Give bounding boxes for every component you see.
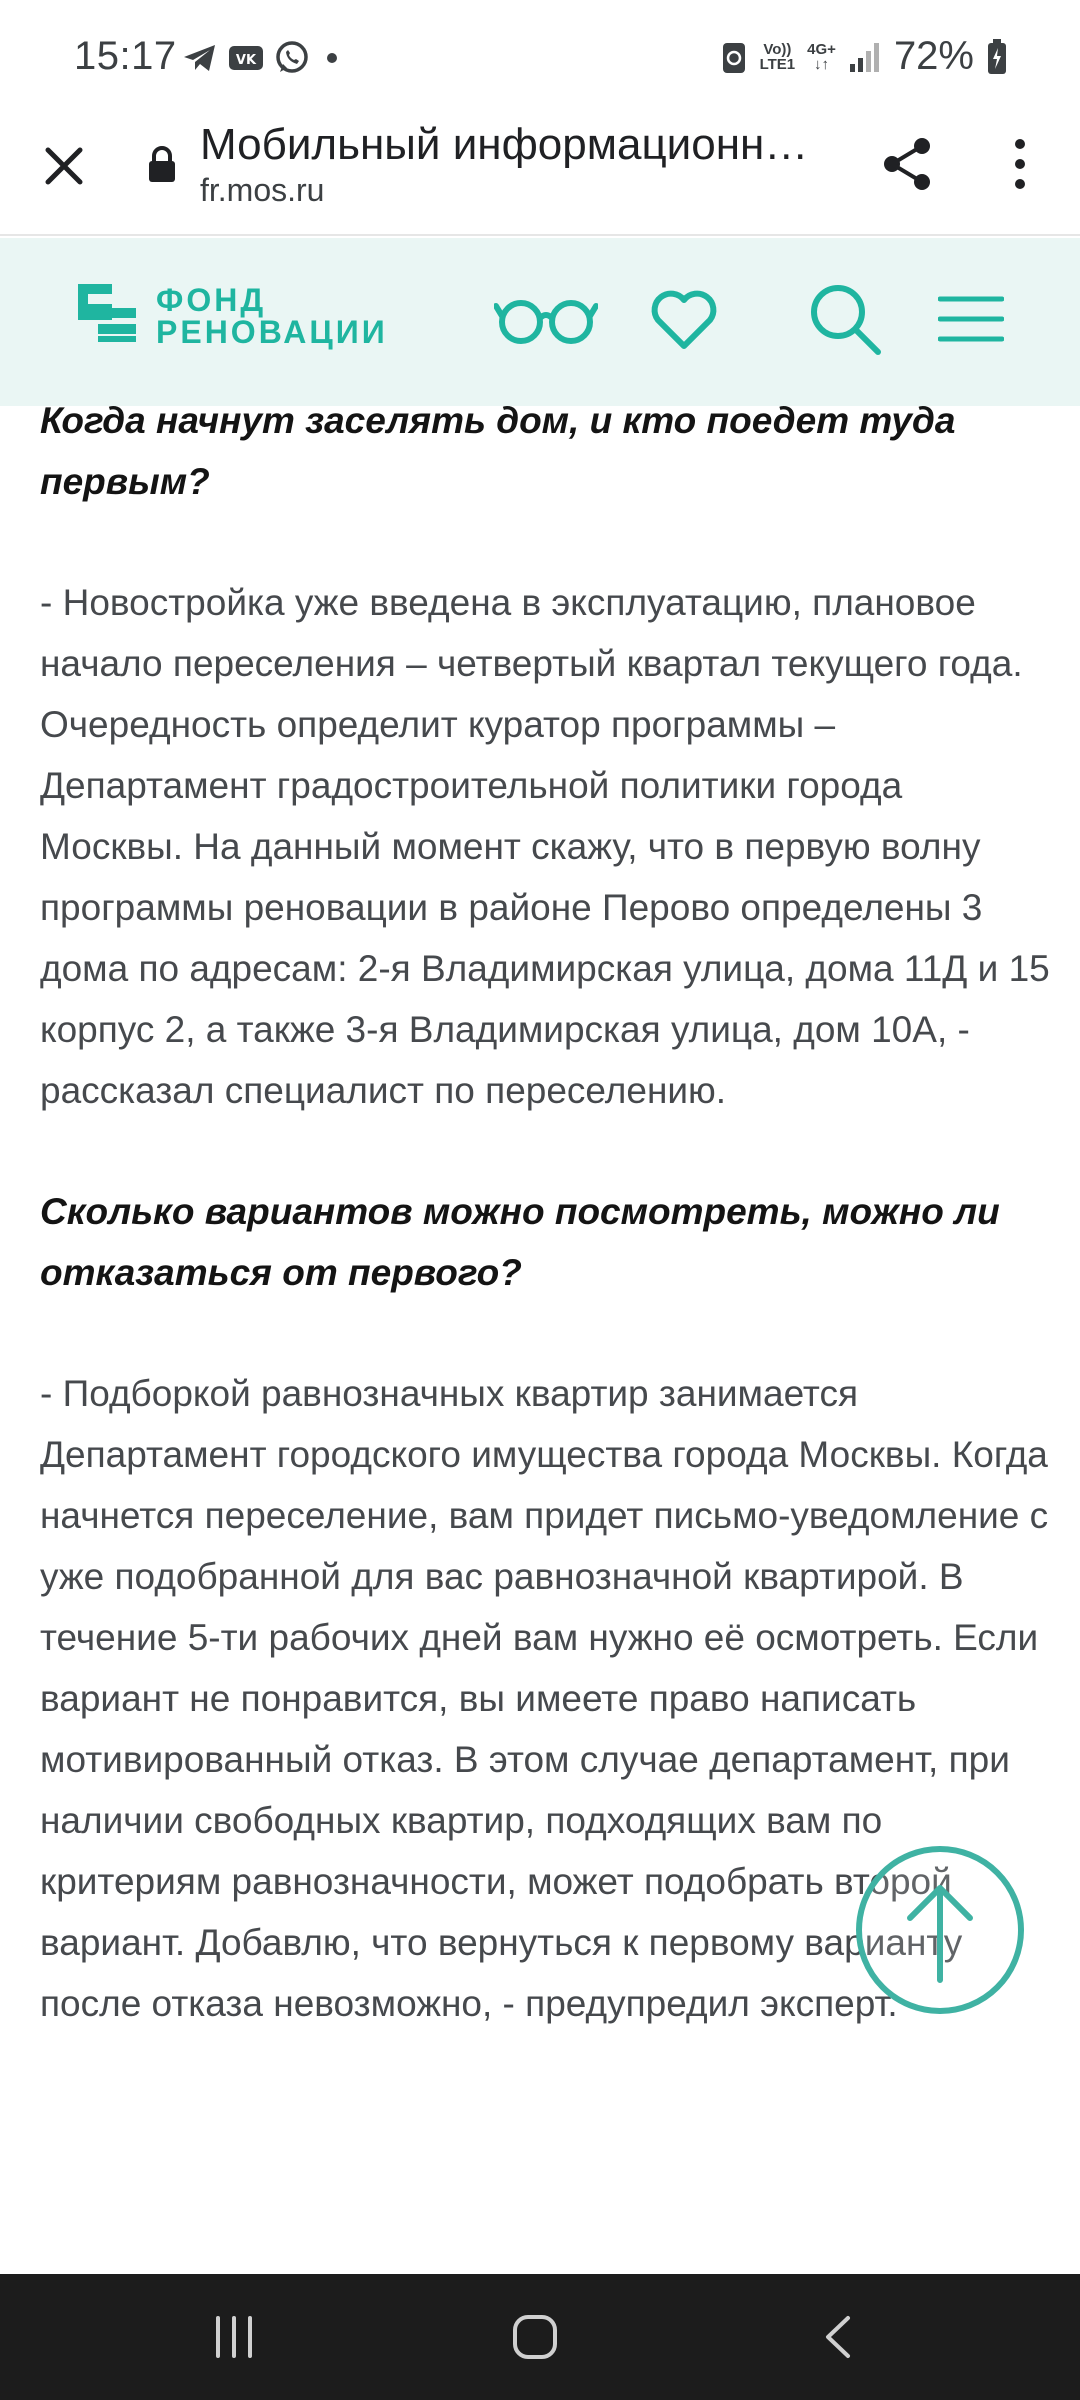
page-title[interactable]: Мобильный информационн… xyxy=(200,120,809,169)
volte-indicator: Vo)) LTE1 xyxy=(759,40,796,73)
article-body xyxy=(40,390,1050,2034)
favorites-heart-icon[interactable] xyxy=(648,288,720,352)
share-icon[interactable] xyxy=(878,134,938,194)
logo-line-2: РЕНОВАЦИИ xyxy=(156,314,388,350)
status-time: 15:17 xyxy=(74,34,177,78)
data-saver-icon xyxy=(720,38,748,76)
back-icon[interactable] xyxy=(818,2312,858,2362)
telegram-icon xyxy=(182,42,218,74)
more-options-icon[interactable] xyxy=(1000,136,1040,192)
site-header xyxy=(0,238,1080,406)
accessibility-glasses-icon[interactable] xyxy=(494,294,598,346)
browser-toolbar xyxy=(0,120,1080,236)
lock-icon[interactable] xyxy=(146,144,178,184)
arrow-up-icon xyxy=(902,1880,978,1984)
home-icon[interactable] xyxy=(510,2312,560,2362)
network-type: 4G+ ↓↑ xyxy=(807,40,836,73)
whatsapp-icon xyxy=(274,40,310,76)
battery-percent: 72% xyxy=(893,34,974,78)
menu-icon[interactable] xyxy=(938,294,1004,344)
search-icon[interactable] xyxy=(808,282,882,356)
logo-line-1: ФОНД xyxy=(156,282,267,318)
logo-icon[interactable] xyxy=(78,284,136,344)
system-status xyxy=(720,34,1008,79)
battery-icon xyxy=(986,38,1008,76)
notification-icons xyxy=(182,40,344,76)
answer-1: - Новостройка уже введена в эксплуатацию, плановое начало переселения – четвертый квартал текущего года. Очередность определит куратор программы – Департамент градостроительной политики города Москвы. На данный момент скажу, что в первую волну программы реновации в районе Перово определены 3 дома по адресам: 2-я Владимирская улица, дома 11Д и 15 корпус 2, а также 3-я Владимирская улица, дом 10А, - рассказал специалист по переселению. xyxy=(40,582,1050,1111)
answer-2: - Подборкой равнозначных квартир занимается Департамент городского имущества города Москвы. Когда начнется переселение, вам придет письмо-уведомление с уже подобранной для вас равнозначной квартирой. В течение 5-ти рабочих дней вам нужно её осмотреть. Если вариант не понравится, вы имеете право написать мотивированный отказ. В этом случае департамент, при наличии свободных квартир, подходящих вам по критериям равнозначности, может подобрать второй вариант. Добавлю, что вернуться к первому варианту после отказа невозможно, - предупредил эксперт. xyxy=(40,1373,1049,2024)
signal-icon xyxy=(848,40,882,74)
page-url[interactable]: fr.mos.ru xyxy=(200,172,325,208)
close-icon[interactable] xyxy=(40,142,88,190)
data-arrows-icon: ↓↑ xyxy=(814,55,830,73)
site-logo[interactable] xyxy=(156,284,388,348)
status-bar xyxy=(0,0,1080,120)
question-1: Когда начнут заселять дом, и кто поедет туда первым? xyxy=(40,400,956,502)
recent-apps-icon[interactable] xyxy=(212,2312,256,2362)
svg-text:VK: VK xyxy=(235,53,257,68)
question-2: Сколько вариантов можно посмотреть, можно ли отказаться от первого? xyxy=(40,1191,1000,1293)
scroll-to-top-button[interactable] xyxy=(856,1846,1024,2014)
vk-icon xyxy=(228,43,264,73)
dot-icon xyxy=(320,46,344,70)
system-navigation-bar xyxy=(0,2274,1080,2400)
